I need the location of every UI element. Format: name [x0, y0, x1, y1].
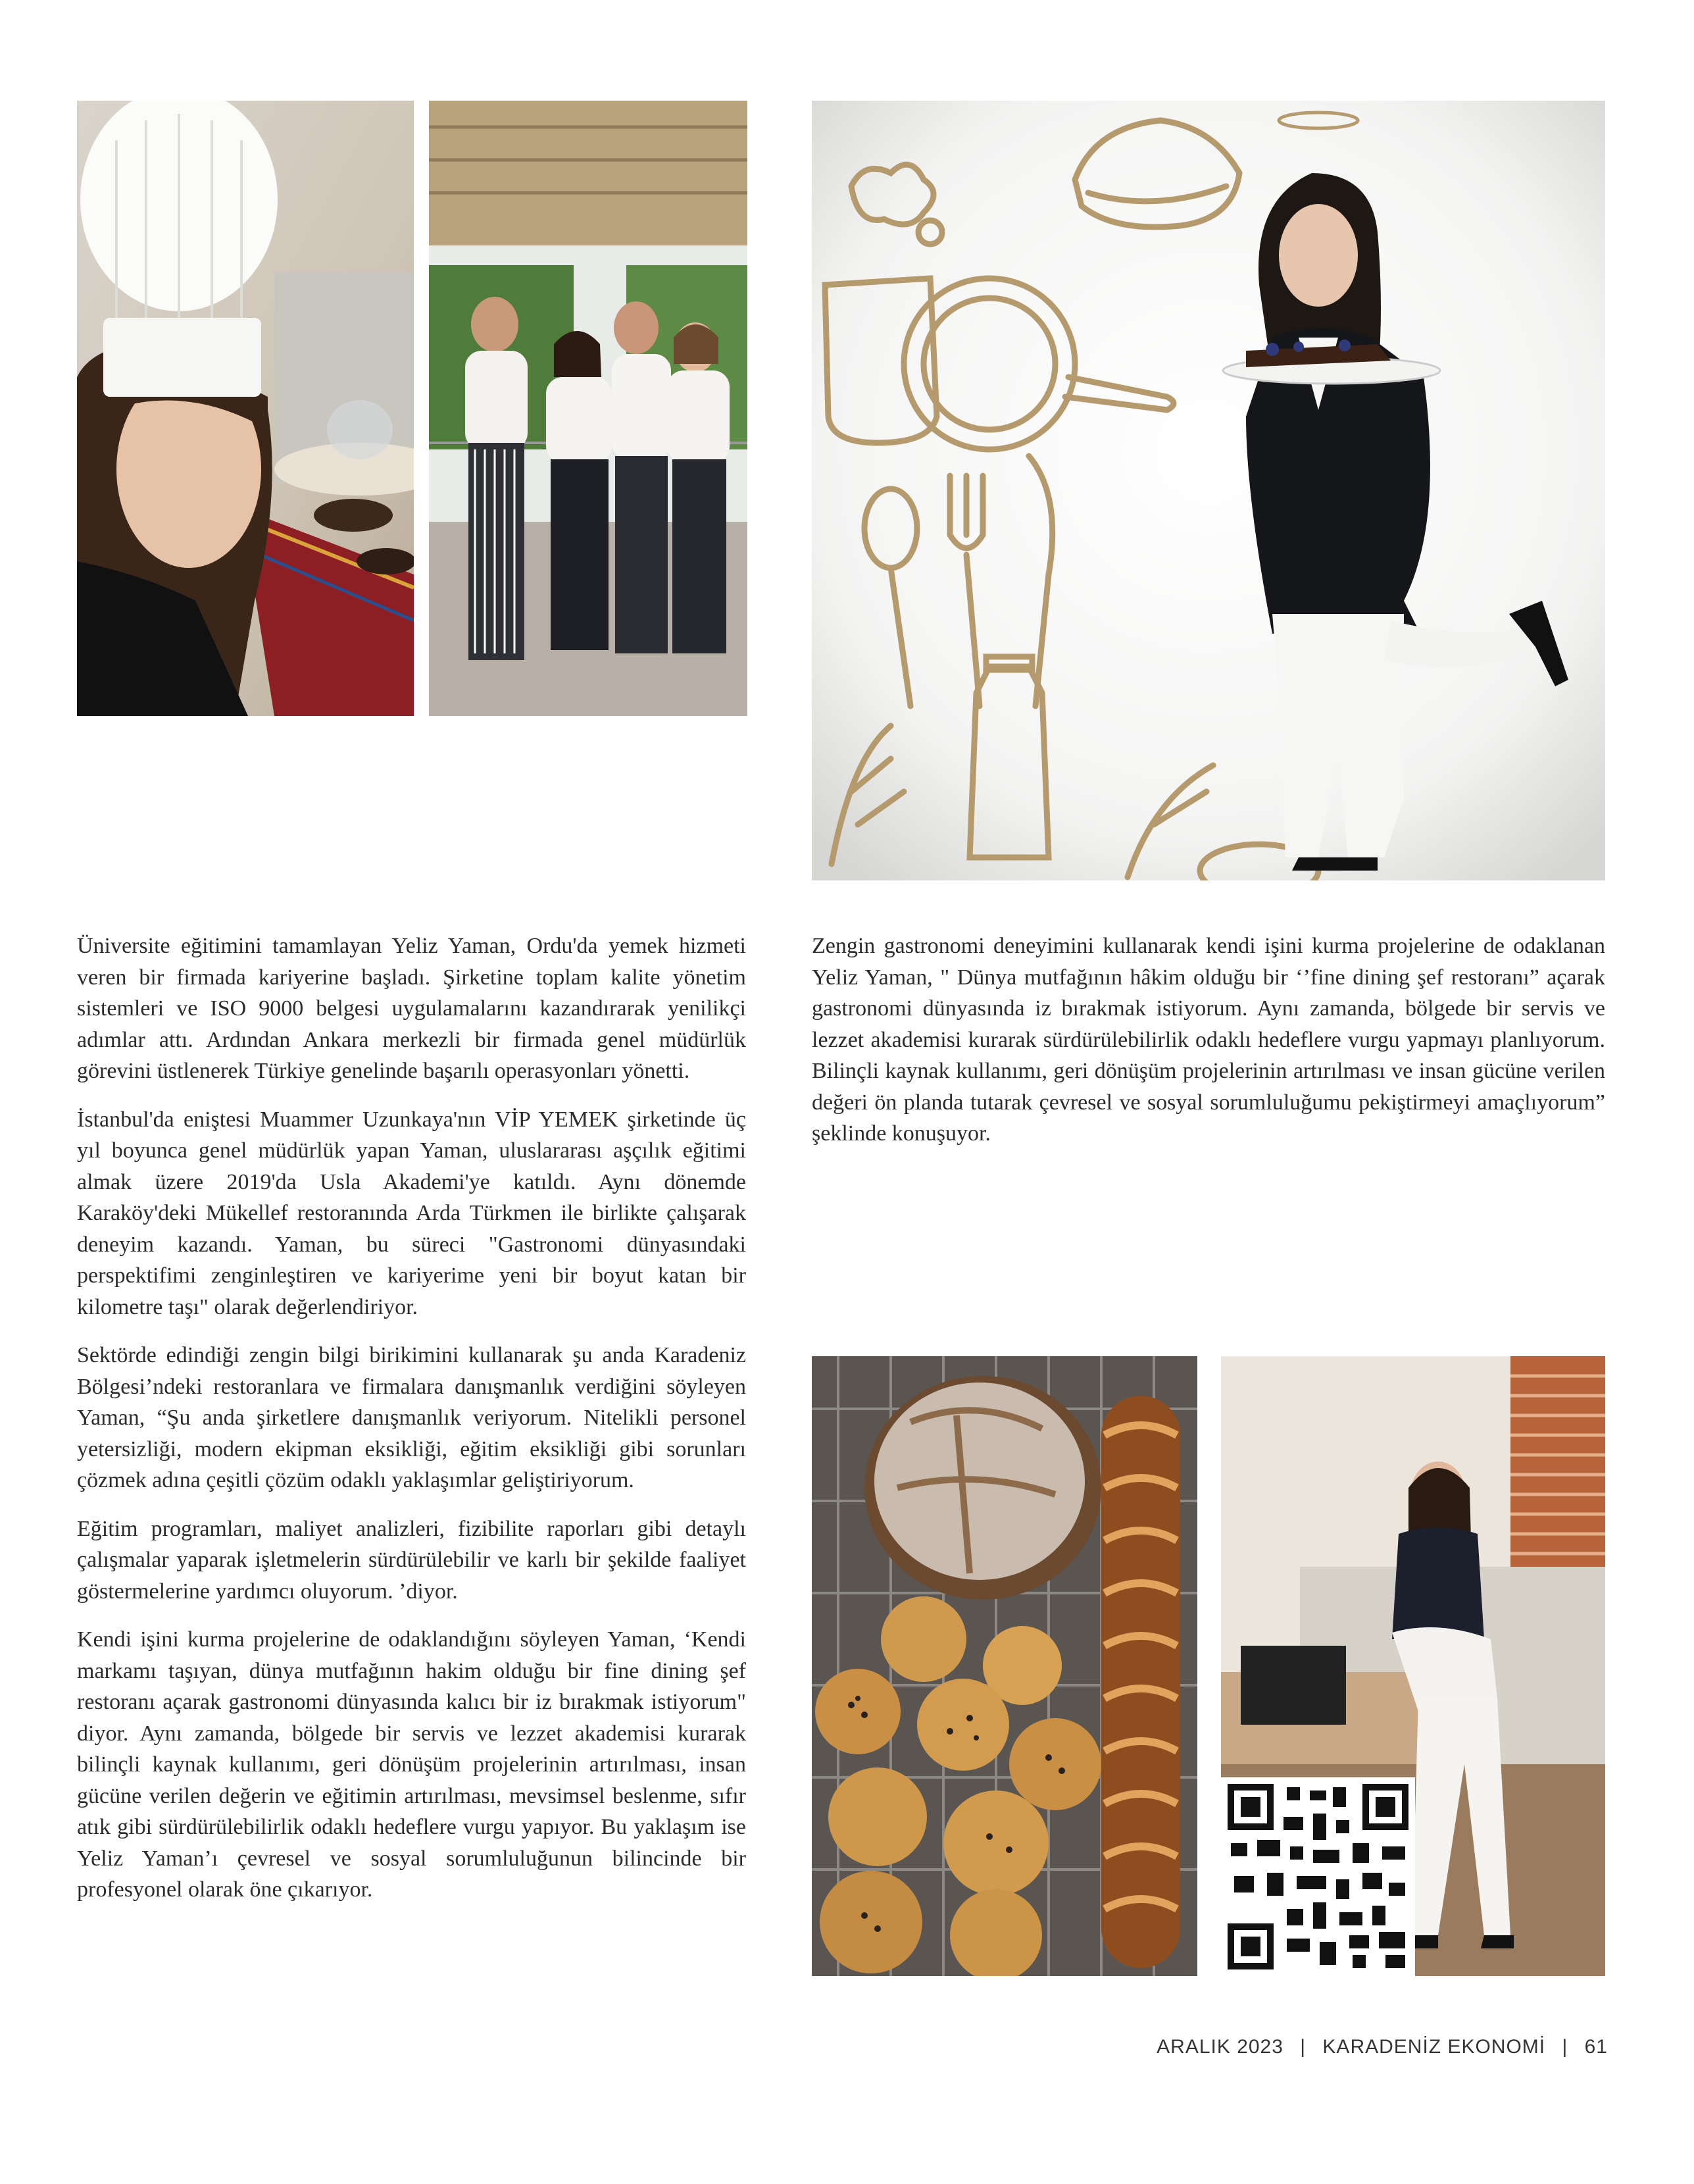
page-footer	[1157, 2036, 1608, 2058]
plate-icon	[812, 101, 1605, 880]
kitchen-sketch-portrait	[812, 101, 1605, 880]
footer-separator: |	[1300, 2036, 1307, 2058]
paragraph: Eğitim programları, maliyet analizleri, fizibilite raporları gibi detaylı çalışmalar yaparak işletmelerin sürdürülebilir ve karlı bir şekilde faaliyet göstermelerine yardımcı oluyorum. ’diyor.	[77, 1516, 746, 1604]
article-left-column	[77, 930, 746, 1923]
footer-magazine-name: KARADENİZ EKONOMİ	[1322, 2036, 1546, 2058]
person-icon	[1221, 1356, 1605, 1976]
page-number: 61	[1584, 2036, 1608, 2058]
team-photo	[429, 101, 747, 716]
office-portrait-photo	[1221, 1356, 1605, 1976]
chef-hat-icon	[77, 101, 414, 716]
chef-hat-selfie-photo	[77, 101, 414, 716]
article-right-column	[812, 930, 1605, 1167]
group-icon	[429, 101, 747, 716]
bread-icon	[812, 1356, 1197, 1976]
paragraph: Zengin gastronomi deneyimini kullanarak kendi işini kurma projelerine de odaklanan Yeliz Yaman, " Dünya mutfağının hâkim olduğu bir ‘’fine dining şef restoranı” açarak gastronomi dünyasında iz bırakmak istiyorum. Aynı zamanda, bölgede bir servis ve lezzet akademisi kurarak sürdürülebilirlik odaklı hedeflere vurgu yapmayı planlıyorum. Bilinçli kaynak kullanımı, geri dönüşüm projelerinin artırılması ve insan gücüne verilen değeri ön planda tutarak çevresel ve sosyal sorumluluğumu pekiştirmeyi amaçlıyorum” şeklinde konuşuyor.	[812, 934, 1605, 1146]
breads-photo	[812, 1356, 1197, 1976]
paragraph: Sektörde edindiği zengin bilgi birikimini kullanarak şu anda Karadeniz Bölgesi’ndeki restoranlara ve firmalara danışmanlık verdiğini söyleyen Yaman, “Şu anda şirketlere danışmanlık veriyorum. Nitelikli personel yetersizliği, modern ekipman eksikliği, eğitim eksikliği gibi sorunları çözmek adına çeşitli çözüm odaklı yaklaşımlar geliştiriyorum.	[77, 1343, 746, 1492]
paragraph: Kendi işini kurma projelerine de odaklandığını söyleyen Yaman, ‘Kendi markamı taşıyan, dünya mutfağının hakim olduğu bir fine dining şef restoranı açarak gastronomi dünyasında kalıcı bir iz bırakmak istiyorum" diyor. Aynı zamanda, bölgede bir servis ve lezzet akademisi kurarak bilinçli kaynak kullanımı, geri dönüşüm projelerinin artırılması, insan gücüne verilen değerin ve eğitimin artırılması, mevsimsel beslenme, sıfır atık gibi sürdürülebilirlik odaklı hedeflere vurgu yapıyor. Bu yaklaşım ise Yeliz Yaman’ı çevresel ve sosyal sorumluluğunun bilincinde bir profesyonel olarak öne çıkarıyor.	[77, 1627, 746, 1902]
footer-separator: |	[1562, 2036, 1568, 2058]
footer-issue-date: ARALIK 2023	[1157, 2036, 1283, 2058]
paragraph: Üniversite eğitimini tamamlayan Yeliz Yaman, Ordu'da yemek hizmeti veren bir firmada kariyerine başladı. Şirketine toplam kalite yönetim sistemleri ve ISO 9000 belgesi uygulamalarını kazandırarak yenilikçi adımlar attı. Ardından Ankara merkezli bir firmada genel müdürlük görevini üstlenerek Türkiye genelinde başarılı operasyonları yönetti.	[77, 934, 746, 1083]
paragraph: İstanbul'da eniştesi Muammer Uzunkaya'nın VİP YEMEK şirketinde üç yıl boyunca genel müdürlük yapan Yaman, uluslararası aşçılık eğitimi almak üzere 2019'da Usla Akademi'ye katıldı. Aynı dönemde Karaköy'deki Mükellef restoranında Arda Türkmen ile birlikte çalışarak deneyim kazandı. Yaman, bu süreci "Gastronomi dünyasındaki perspektifimi zenginleştiren ve kariyerime yeni bir boyut katan bir kilometre taşı" olarak değerlendiriyor.	[77, 1107, 746, 1319]
